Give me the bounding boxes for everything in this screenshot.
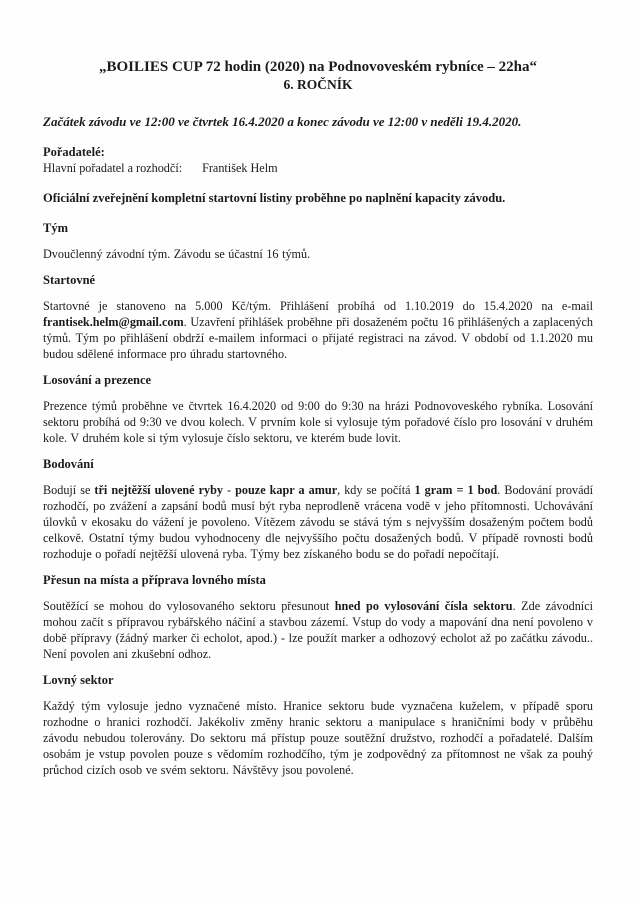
text-segment-bold: tři nejtěžší ulovené ryby <box>94 483 223 497</box>
organizers-block <box>43 144 593 176</box>
organizer-role: Hlavní pořadatel a rozhodčí: <box>43 161 183 175</box>
section-heading-lovny-sektor: Lovný sektor <box>43 673 114 687</box>
section-lovny-sektor <box>43 672 593 778</box>
section-heading-tym: Tým <box>43 221 68 235</box>
text-segment: Startovné je stanoveno na 5.000 Kč/tým. Přihlášení probíhá od 1.10.2019 do 15.4.2020 na e-mail <box>43 299 593 313</box>
organizer-name: František Helm <box>202 161 278 175</box>
text-segment: - <box>222 483 236 497</box>
section-losovani-a-prezence <box>43 372 593 446</box>
document-title: „BOILIES CUP 72 hodin (2020) na Podnovoveském rybníce – 22ha“ <box>99 59 537 75</box>
section-tym <box>43 220 593 262</box>
text-segment-bold: hned po vylosování čísla sektoru <box>334 599 513 613</box>
email-text: frantisek.helm@gmail.com <box>43 315 184 329</box>
section-paragraph-tym <box>43 246 593 262</box>
section-heading-presun: Přesun na místa a příprava lovného místa <box>43 573 266 587</box>
section-bodovani <box>43 456 593 562</box>
text-segment: . Uzavření přihlášek proběhne při dosaženém počtu 16 přihlášených a zaplacených týmů. Tým po přihlášení obdrží e-mailem informaci o přijaté registraci na závod. V období od 1.1.2020 mu budou sdělené informace pro úhradu startovného. <box>43 315 593 361</box>
section-presun <box>43 572 593 662</box>
official-note: Oficiální zveřejnění kompletní startovní listiny proběhne po naplnění kapacity závodu. <box>43 191 506 205</box>
section-heading-losovani: Losování a prezence <box>43 373 152 387</box>
text-segment: Dvoučlenný závodní tým. Závodu se účastní 16 týmů. <box>43 247 311 261</box>
section-paragraph-bodovani <box>43 482 593 562</box>
text-segment: Bodují se <box>43 483 95 497</box>
schedule-line: Začátek závodu ve 12:00 ve čtvrtek 16.4.2020 a konec závodu ve 12:00 v neděli 19.4.2020. <box>43 114 522 129</box>
organizers-heading: Pořadatelé: <box>43 145 105 159</box>
text-segment: Každý tým vylosuje jedno vyznačené místo. Hranice sektoru bude vyznačena kuželem, v případě sporu rozhodne o hranici rozhodčí. Jakékoliv změny hranic sektoru a manipulace s hraničními body v průběhu závodu nebudou tolerovány. Do sektoru má přístup pouze soutěžní družstvo, rozhodčí a pořadatelé. Dalším osobám je vstup povolen pouze s vědomím rozhodčího, tým je zodpovědný za přítomnost ne však za pouhý průchod cizích osob ve svém sektoru. Návštěvy jsou povolené. <box>43 699 593 777</box>
text-segment: , kdy se počítá <box>337 483 415 497</box>
section-heading-bodovani: Bodování <box>43 457 94 471</box>
section-paragraph-startovne <box>43 298 593 362</box>
section-startovne <box>43 272 593 362</box>
section-heading-startovne: Startovné <box>43 273 96 287</box>
text-segment-bold: 1 gram = 1 bod <box>414 483 498 497</box>
section-paragraph-presun <box>43 598 593 662</box>
text-segment: . Bodování provádí rozhodčí, po zvážení a zapsání bodů musí být ryba neprodleně vrácena vodě v jeho přítomnosti. Uchovávání úlovků v ekosaku do vážení je povoleno. Vítězem závodu se stává tým s nejvyšším dosaženým počtem bodů celkově. Ostatní týmy budou vyhodnoceny dle nejvyššího počtu dosažených bodů. V případě rovnosti bodů rozhoduje o pořadí nejtěžší ulovená ryba. Týmy bez získaného bodu se do pořadí nepočítají. <box>43 483 594 561</box>
section-paragraph-lovny-sektor <box>43 698 593 778</box>
text-segment: Soutěžící se mohou do vylosovaného sektoru přesunout <box>43 599 335 613</box>
section-paragraph-losovani <box>43 398 593 446</box>
text-segment: . Zde závodníci mohou začít s přípravou rybářského náčiní a stavbou zázemí. Vstup do vody a mapování dna není povoleno v době přípravy (žádný marker či echolot, apod.) - lze použít marker a odhozový echolot až po začátku závodu.. Není povolen ani zkušební odhoz. <box>43 599 593 661</box>
text-segment-bold: pouze kapr a amur <box>235 483 338 497</box>
organizer-row <box>43 160 593 176</box>
text-segment: Prezence týmů proběhne ve čtvrtek 16.4.2020 od 9:00 do 9:30 na hrázi Podnovoveského rybníka. Losování sektoru probíhá od 9:30 ve dvou kolech. V prvním kole si vylosuje tým pořadové číslo pro losování v druhém kole. V druhém kole si tým vylosuje číslo sektoru, ve kterém bude lovit. <box>43 399 593 445</box>
document-subtitle: 6. ROČNÍK <box>283 77 353 92</box>
